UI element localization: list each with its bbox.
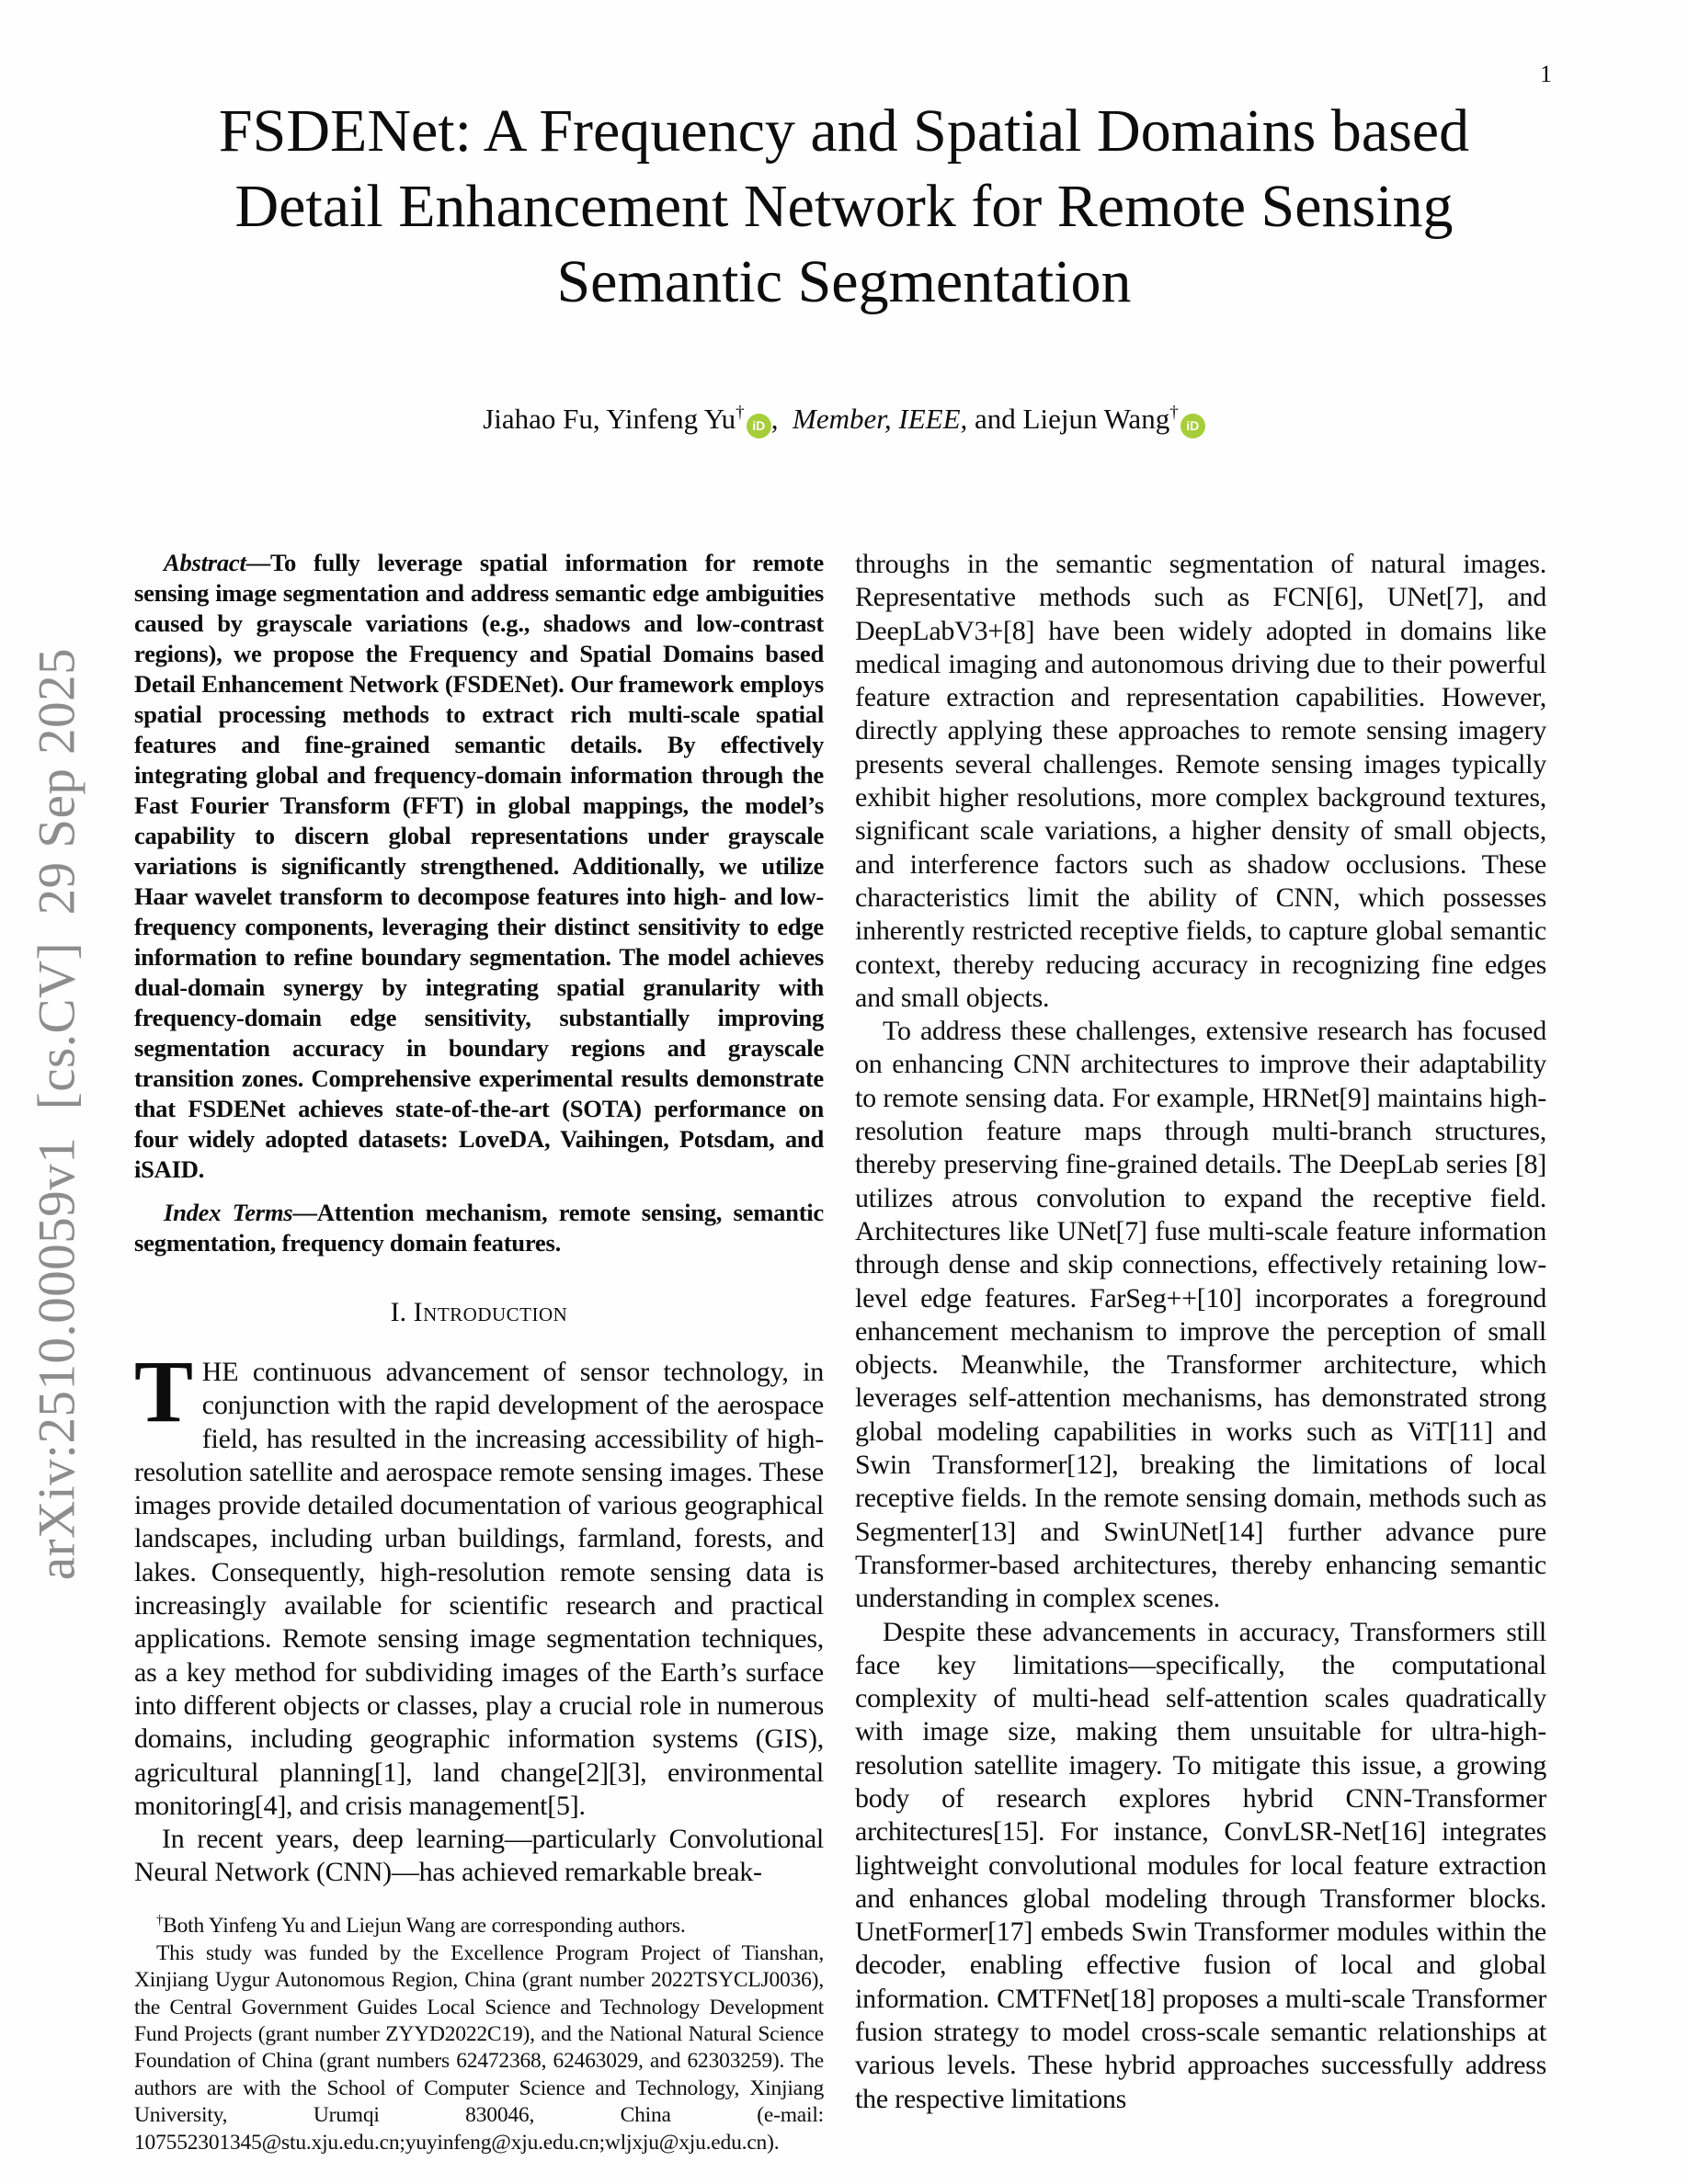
right-column: [855, 548, 1546, 2156]
index-terms-label: Index Terms: [164, 1199, 293, 1226]
dagger-mark: †: [1169, 403, 1179, 423]
title-line-1: FSDENet: A Frequency and Spatial Domains based: [218, 97, 1470, 165]
intro-paragraph-1-text: continuous advancement of sensor technology, in conjunction with the rapid development of the aerospace field, has resulted in the increasing accessibility of high-resolution satellite and aerospace remote sensing images. These images provide detailed documentation of various geographical landscapes, including urban buildings, farmland, forests, and lakes. Consequently, high-resolution remote sensing data is increasingly available for scientific research and practical applications. Remote sensing image segmentation techniques, as a key method for subdividing images of the Earth’s surface into different objects or classes, play a crucial role in numerous domains, including geographic information systems (GIS), agricultural planning[1], land change[2][3], environmental monitoring[4], and crisis management[5].: [134, 1357, 824, 1821]
right-paragraph-2: To address these challenges, extensive research has focused on enhancing CNN architectures to improve their adaptability to remote sensing data. For example, HRNet[9] maintains high-resolution feature maps through multi-branch structures, thereby preserving fine-grained details. The DeepLab series [8] utilizes atrous convolution to expand the receptive field. Architectures like UNet[7] fuse multi-scale feature information through dense and skip connections, effectively retaining low-level edge features. FarSeg++[10] incorporates a foreground enhancement mechanism to improve the perception of small objects. Meanwhile, the Transformer architecture, which leverages self-attention mechanisms, has demonstrated strong global modeling capabilities in works such as ViT[11] and Swin Transformer[12], breaking the limitations of local receptive fields. In the remote sensing domain, methods such as Segmenter[13] and SwinUNet[14] further advance pure Transformer-based architectures, thereby enhancing semantic understanding in complex scenes.: [855, 1016, 1546, 1614]
author-names-second: and Liejun Wang: [975, 403, 1170, 435]
intro-paragraph-1: [134, 1342, 824, 1823]
orcid-icon-yu: [747, 414, 771, 438]
drop-cap: T: [134, 1342, 193, 1440]
paper-title: [0, 94, 1688, 320]
arxiv-watermark: arXiv:2510.00059v1 [cs.CV] 29 Sep 2025: [28, 647, 86, 1581]
index-terms-text: —Attention mechanism, remote sensing, semantic segmentation, frequency domain features.: [134, 1199, 824, 1257]
orcid-id-label: iD: [752, 418, 766, 433]
section-title: Introduction: [413, 1297, 568, 1327]
member-ieee-label: Member, IEEE,: [793, 403, 968, 435]
dagger-mark: †: [156, 1913, 164, 1928]
orcid-icon-wang: [1180, 414, 1205, 438]
author-separator: ,: [770, 403, 779, 435]
footnotes: [134, 1904, 824, 2156]
section-heading-introduction: [134, 1297, 824, 1328]
author-names-first: Jiahao Fu, Yinfeng Yu: [483, 403, 736, 435]
title-line-2: Detail Enhancement Network for Remote Sensing: [234, 173, 1454, 240]
title-line-3: Semantic Segmentation: [556, 248, 1132, 315]
abstract-text: —To fully leverage spatial information for remote sensing image segmentation and address semantic edge ambiguities caused by grayscale variations (e.g., shadows and low-contrast regions), we propose the Frequency and Spatial Domains based Detail Enhancement Network (FSDENet). Our framework employs spatial processing methods to extract rich multi-scale spatial features and fine-grained semantic details. By effectively integrating global and frequency-domain information through the Fast Fourier Transform (FFT) in global mappings, the model’s capability to discern global representations under grayscale variations is significantly strengthened. Additionally, we utilize Haar wavelet transform to decompose features into high- and low-frequency components, leveraging their distinct sensitivity to edge information to refine boundary segmentation. The model achieves dual-domain synergy by integrating spatial granularity with frequency-domain edge sensitivity, substantially improving segmentation accuracy in boundary regions and grayscale transition zones. Comprehensive experimental results demonstrate that FSDENet achieves state-of-the-art (SOTA) performance on four widely adopted datasets: LoveDA, Vaihingen, Potsdam, and iSAID.: [134, 549, 824, 1183]
drop-cap-lead: HE: [201, 1357, 239, 1387]
abstract: [134, 548, 824, 1185]
author-line: [0, 403, 1688, 438]
intro-paragraph-2: In recent years, deep learning—particularly Convolutional Neural Network (CNN)—has achieved remarkable break-: [134, 1824, 824, 1888]
left-column: [134, 548, 824, 2156]
right-paragraph-1: throughs in the semantic segmentation of natural images. Representative methods such as FCN[6], UNet[7], and DeepLabV3+[8] have been widely adopted in domains like medical imaging and autonomous driving due to their powerful feature extraction and representation capabilities. However, directly applying these approaches to remote sensing imagery presents several challenges. Remote sensing images typically exhibit higher resolutions, more complex background textures, significant scale variations, a higher density of small objects, and interference factors such as shadow occlusions. These characteristics limit the ability of CNN, which possesses inherently restricted receptive fields, to capture global semantic context, thereby reducing accuracy in recognizing fine edges and small objects.: [855, 549, 1546, 1013]
dagger-mark: †: [736, 403, 745, 423]
page-number: 1: [1540, 61, 1552, 87]
funding-note: This study was funded by the Excellence Program Project of Tianshan, Xinjiang Uygur Autonomous Region, China (grant number 2022TSYCLJ0036), the Central Government Guides Local Science and Technology Development Fund Projects (grant number ZYYD2022C19), and the National Natural Science Foundation of China (grant numbers 62472368, 62463029, and 62303259). The authors are with the School of Computer Science and Technology, Xinjiang University, Urumqi 830046, China (e-mail: 107552301345@stu.xju.edu.cn;yuyinfeng@xju.edu.cn;wljxju@xju.edu.cn).: [134, 1940, 824, 2155]
orcid-id-label: iD: [1186, 418, 1200, 433]
abstract-label: Abstract: [164, 549, 246, 576]
corresponding-authors-note: [134, 1913, 824, 1939]
index-terms: [134, 1198, 824, 1258]
right-paragraph-3: Despite these advancements in accuracy, Transformers still face key limitations—specifically, the computational complexity of multi-head self-attention scales quadratically with image size, making them unsuitable for ultra-high-resolution satellite imagery. To mitigate this issue, a growing body of research explores hybrid CNN-Transformer architectures[15]. For instance, ConvLSR-Net[16] integrates lightweight convolutional modules for local feature extraction and enhances global modeling through Transformer blocks. UnetFormer[17] embeds Swin Transformer modules within the decoder, enabling effective fusion of local and global information. CMTFNet[18] proposes a multi-scale Transformer fusion strategy to model cross-scale semantic relationships at various levels. These hybrid approaches successfully address the respective limitations: [855, 1616, 1546, 2114]
corresponding-authors-text: Both Yinfeng Yu and Liejun Wang are corresponding authors.: [163, 1914, 686, 1939]
section-number: I.: [390, 1297, 407, 1327]
